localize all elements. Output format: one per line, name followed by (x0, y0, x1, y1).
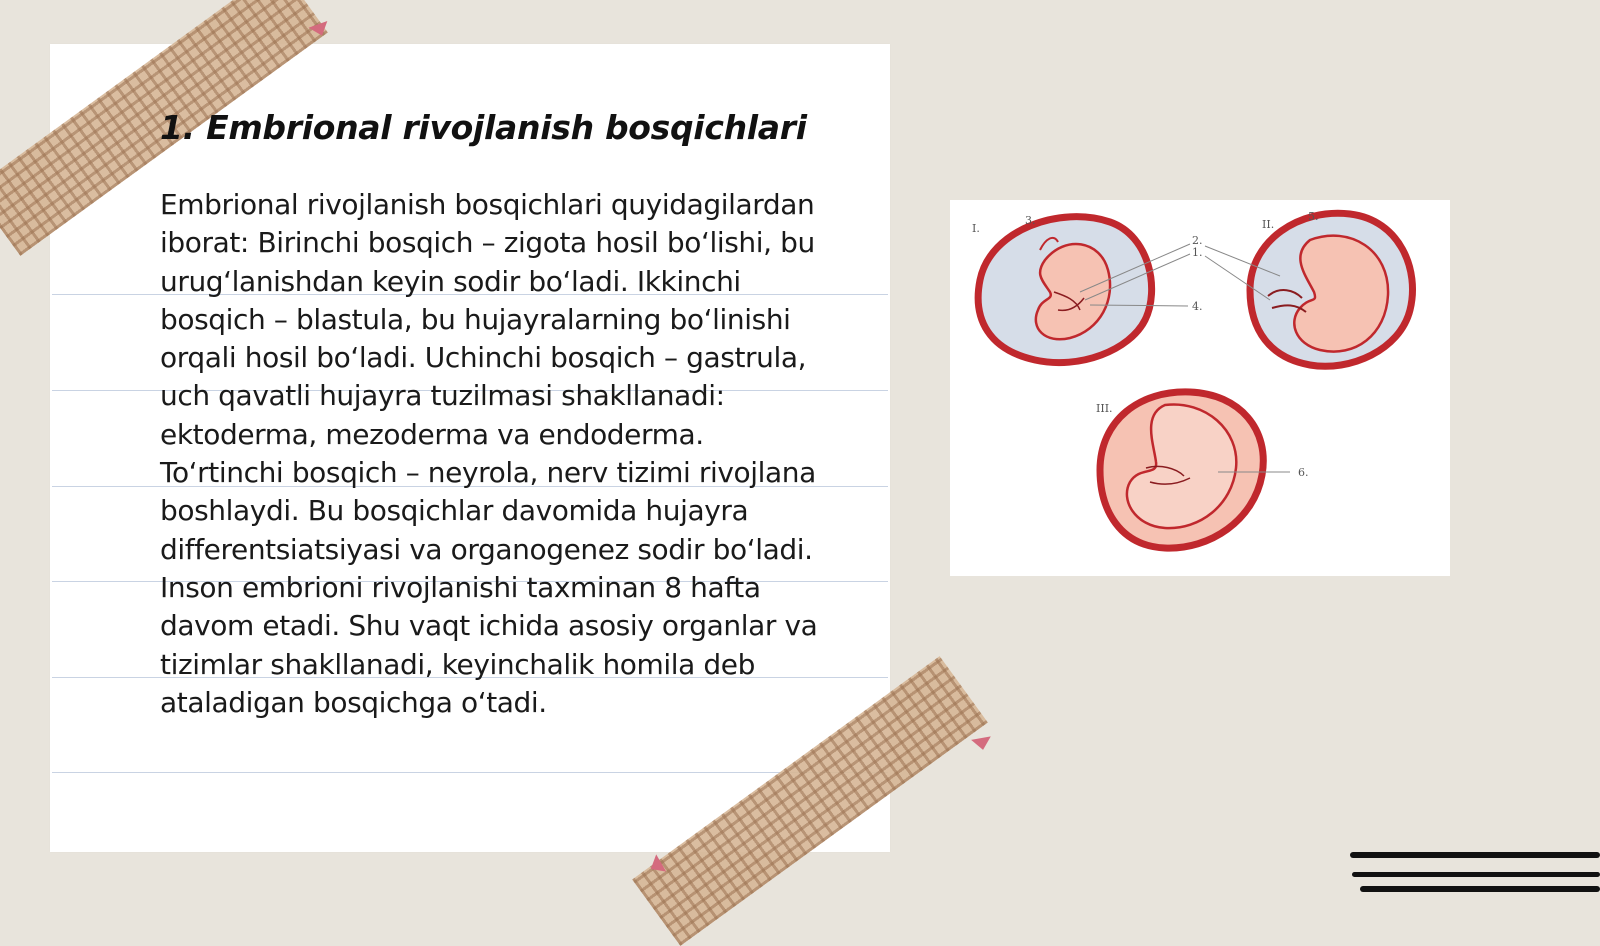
brush-stroke (1350, 852, 1600, 858)
figure-label-panel-3: III. (1096, 402, 1113, 415)
brush-stroke (1360, 886, 1600, 892)
figure-label-6: 6. (1298, 466, 1309, 479)
slide-body-text: Embrional rivojlanish bosqichlari quyidagilardan iborat: Birinchi bosqich – zigota hosil bo‘lishi, bu urug‘lanishdan keyin sodir bo‘ladi. Ikkinchi bosqich – blastula, bu hujayralarning bo‘linishi orqali hosil bo‘ladi. Uchinchi bosqich – gastrula, uch qavatli hujayra tuzilmasi shakllanadi: ektoderma, mezoderma va endoderma. To‘rtinchi bosqich – neyrola, nerv tizimi rivojlana boshlaydi. Bu bosqichlar davomida hujayra differentsiatsiyasi va organogenez sodir bo‘ladi. Inson embrioni rivojlanishi taxminan 8 hafta davom etadi. Shu vaqt ichida asosiy organlar va tizimlar shakllanadi, keyinchalik homila deb ataladigan bosqichga o‘tadi. (160, 188, 818, 719)
figure-label-1: 1. (1192, 246, 1203, 259)
figure-label-2: 2. (1192, 234, 1203, 247)
brush-stroke (1352, 872, 1600, 877)
pin-marker (971, 736, 993, 751)
embryo-stages-figure (950, 200, 1450, 576)
ruled-line (52, 772, 888, 773)
embryo-panel-3 (1100, 392, 1263, 548)
embryo-panel-1 (978, 217, 1151, 363)
figure-label-4: 4. (1192, 300, 1203, 313)
embryo-illustration (950, 200, 1450, 576)
figure-label-panel-2: II. (1262, 218, 1275, 231)
figure-label-panel-1: I. (972, 222, 980, 235)
figure-label-3: 3. (1025, 214, 1036, 227)
embryo-panel-2 (1250, 213, 1413, 366)
figure-label-5: 5. (1308, 210, 1319, 223)
slide-title: 1. Embrional rivojlanish bosqichlari (160, 108, 807, 147)
